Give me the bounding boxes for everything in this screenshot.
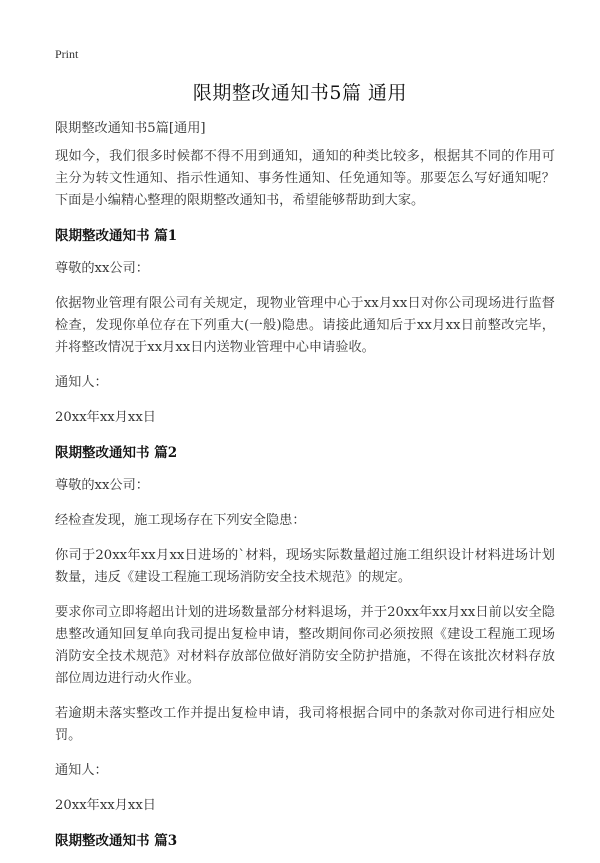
section-heading: 限期整改通知书 篇3 [55, 833, 178, 849]
salutation: 尊敬的xx公司： [55, 261, 149, 276]
body-paragraph: 依据物业管理有限公司有关规定，现物业管理中心于xx月xx日对你公司现场进行监督检查，发现你单位存在下列重大(一般)隐患。请接此通知后于xx月xx日前整改完毕，并将整改情况于xx月xx日内送物业管理中心申请验收。 [55, 296, 555, 355]
section-3 [55, 830, 555, 852]
intro-paragraph: 现如今，我们很多时候都不得不用到通知，通知的种类比较多，根据其不同的作用可主分为转文性通知、指示性通知、事务性通知、任免通知等。那要怎么写好通知呢？下面是小编精心整理的限期整改通知书，希望能够帮助到大家。 [55, 149, 555, 208]
document-body [55, 118, 555, 863]
section-heading: 限期整改通知书 篇2 [55, 445, 178, 461]
print-link[interactable]: Print [55, 47, 79, 61]
body-paragraph: 你司于20xx年xx月xx日进场的`材料，现场实际数量超过施工组织设计材料进场计划数量，违反《建设工程施工现场消防安全技术规范》的规定。 [55, 548, 555, 585]
section-1 [55, 225, 555, 429]
salutation: 尊敬的xx公司： [55, 478, 149, 493]
section-heading: 限期整改通知书 篇1 [55, 228, 178, 244]
notice-date: 20xx年xx月xx日 [55, 798, 156, 813]
body-paragraph: 若逾期未落实整改工作并提出复检申请，我司将根据合同中的条款对你司进行相应处罚。 [55, 706, 555, 743]
body-paragraph: 经检查发现，施工现场存在下列安全隐患： [55, 513, 306, 528]
document-subtitle: 限期整改通知书5篇[通用] [55, 121, 206, 136]
section-2 [55, 442, 555, 817]
body-paragraph: 要求你司立即将超出计划的进场数量部分材料退场，并于20xx年xx月xx日前以安全隐患整改通知回复单向我司提出复检申请，整改期间你司必须按照《建设工程施工现场消防安全技术规范》对材料存放部位做好消防安全防护措施，不得在该批次材料存放部位周边进行动火作业。 [55, 605, 555, 686]
notifier-label: 通知人： [55, 763, 108, 778]
page-title: 限期整改通知书5篇 通用 [192, 82, 408, 104]
notifier-label: 通知人： [55, 375, 108, 390]
notice-date: 20xx年xx月xx日 [55, 410, 156, 425]
